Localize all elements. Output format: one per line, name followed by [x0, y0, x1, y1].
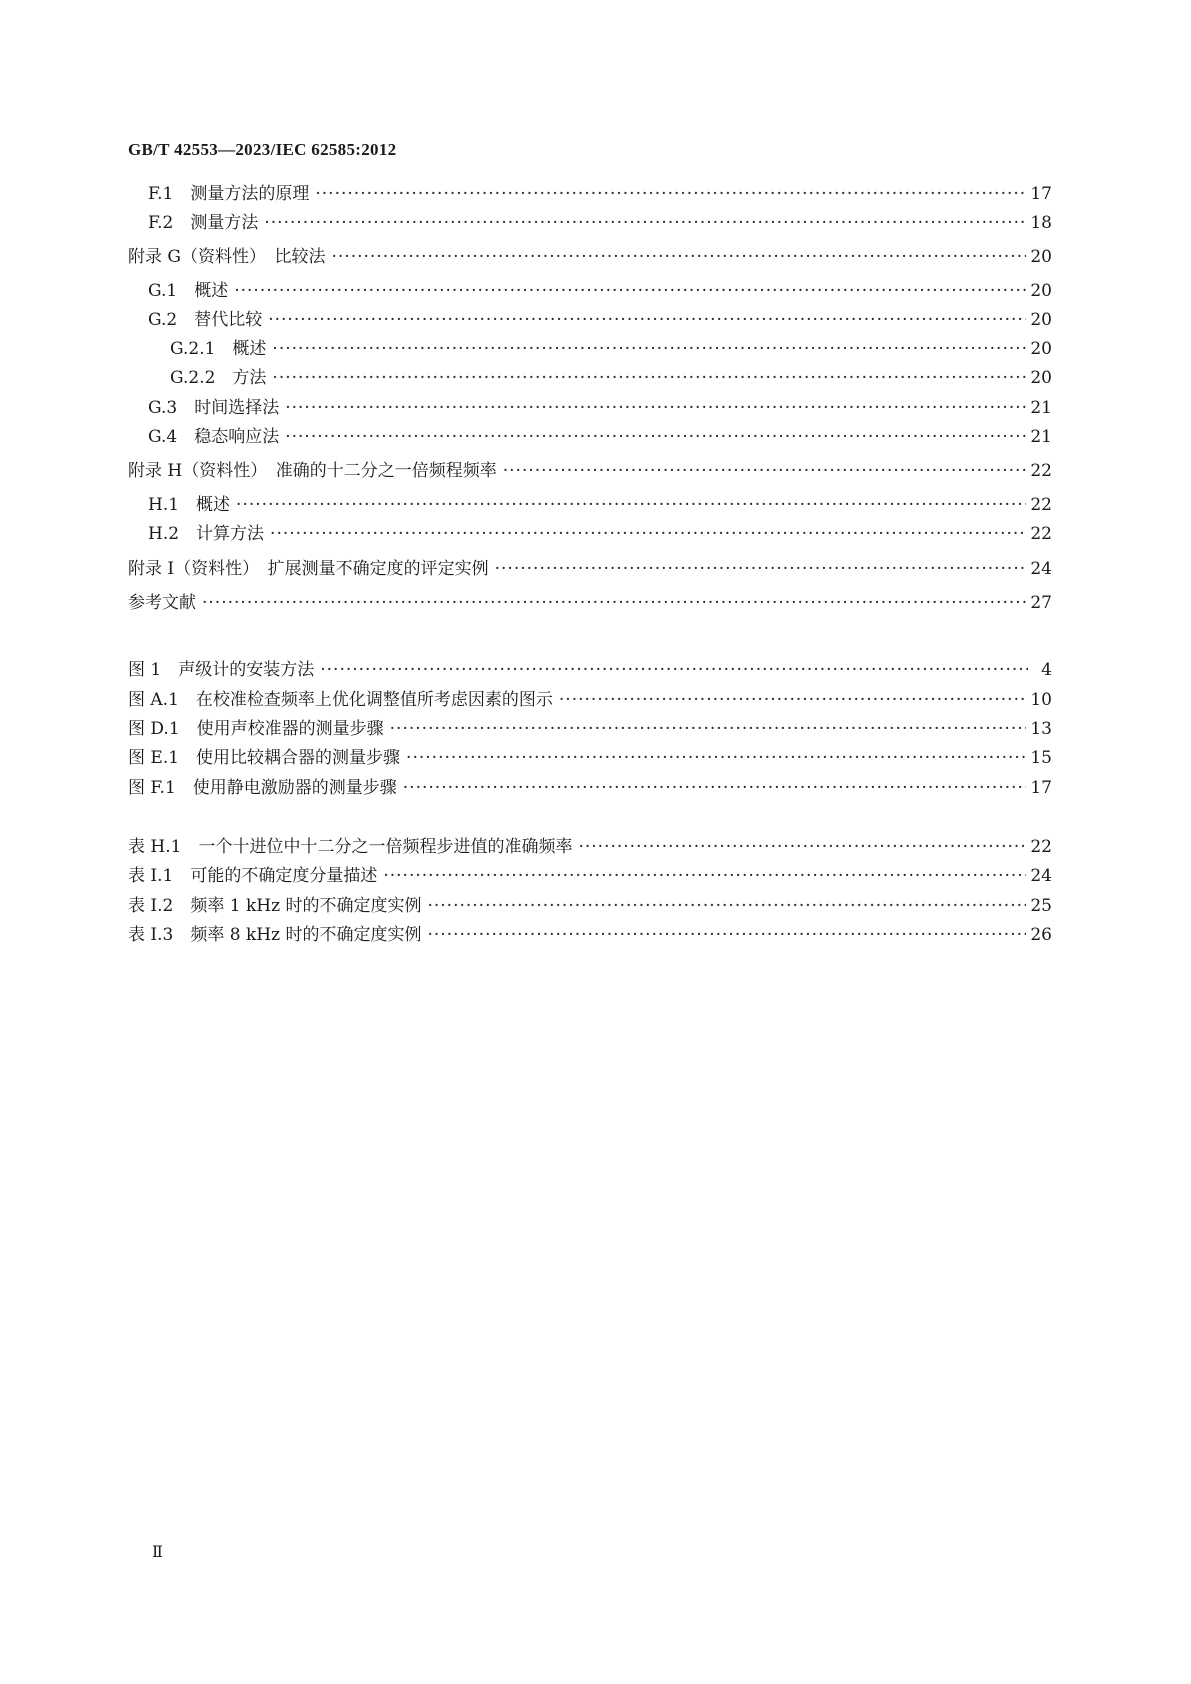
toc-entry[interactable]: [128, 521, 1052, 547]
dot-leader: [495, 556, 1027, 582]
toc-entry-label: 附录 I（资料性） 扩展测量不确定度的评定实例: [128, 559, 489, 579]
toc-entry-label: G.1 概述: [148, 281, 229, 301]
dot-leader: [264, 210, 1026, 236]
toc-entry-label: G.3 时间选择法: [148, 398, 280, 418]
dot-leader: [272, 365, 1026, 391]
toc-entry-page: 22: [1030, 495, 1052, 515]
figures-entry-label: 图 E.1 使用比较耦合器的测量步骤: [128, 748, 401, 768]
toc-entry-label: 参考文献: [128, 593, 196, 613]
toc-entry[interactable]: [128, 365, 1052, 391]
tables-entry-label: 表 I.2 频率 1 kHz 时的不确定度实例: [128, 896, 422, 916]
toc-entry[interactable]: [128, 278, 1052, 304]
toc-entry-page: 21: [1030, 398, 1052, 418]
toc-entry-label: H.2 计算方法: [148, 524, 265, 544]
dot-leader: [272, 336, 1026, 362]
dot-leader: [315, 181, 1026, 207]
toc-entry[interactable]: [128, 181, 1052, 207]
figures-entry-page: 17: [1030, 778, 1052, 798]
toc-entry[interactable]: [128, 307, 1052, 333]
dot-leader: [578, 834, 1026, 860]
figures-entry[interactable]: [128, 687, 1052, 713]
toc-entry-page: 18: [1030, 213, 1052, 233]
dot-leader: [320, 657, 1028, 683]
figures-entry-page: 4: [1041, 660, 1052, 680]
toc-entry-label: 附录 G（资料性） 比较法: [128, 247, 326, 267]
tables-entry-label: 表 H.1 一个十进位中十二分之一倍频程步进值的准确频率: [128, 837, 573, 857]
toc-entry-page: 20: [1030, 281, 1052, 301]
toc-entry[interactable]: [128, 336, 1052, 362]
dot-leader: [427, 893, 1026, 919]
dot-leader: [406, 745, 1026, 771]
dot-leader: [268, 307, 1026, 333]
figures-entry-page: 10: [1030, 690, 1052, 710]
toc-entry-label: G.2 替代比较: [148, 310, 263, 330]
dot-leader: [331, 244, 1026, 270]
toc-entry-label: G.2.1 概述: [170, 339, 267, 359]
toc-entry-page: 22: [1030, 524, 1052, 544]
toc-entry-page: 20: [1030, 339, 1052, 359]
tables-entry-label: 表 I.1 可能的不确定度分量描述: [128, 866, 378, 886]
toc-entry[interactable]: [128, 458, 1052, 484]
tables-entry-page: 22: [1030, 837, 1052, 857]
toc-entry[interactable]: [128, 210, 1052, 236]
toc-entry-label: F.1 测量方法的原理: [148, 184, 310, 204]
dot-leader: [383, 863, 1026, 889]
document-header-code: GB/T 42553—2023/IEC 62585:2012: [128, 140, 397, 159]
dot-leader: [427, 922, 1026, 948]
tables-entry[interactable]: [128, 863, 1052, 889]
figures-entry-page: 15: [1030, 748, 1052, 768]
toc-entry-page: 27: [1030, 593, 1052, 613]
tables-entry-page: 26: [1030, 925, 1052, 945]
toc-entry-label: F.2 测量方法: [148, 213, 259, 233]
dot-leader: [236, 492, 1026, 518]
tables-entry[interactable]: [128, 922, 1052, 948]
dot-leader: [270, 521, 1026, 547]
tables-entry[interactable]: [128, 834, 1052, 860]
dot-leader: [403, 775, 1027, 801]
toc-entry[interactable]: [128, 556, 1052, 582]
figures-entry[interactable]: [128, 775, 1052, 801]
toc-entry-page: 22: [1030, 461, 1052, 481]
dot-leader: [390, 716, 1027, 742]
page-number-footer: Ⅱ: [152, 1544, 163, 1561]
tables-entry[interactable]: [128, 893, 1052, 919]
dot-leader: [285, 424, 1026, 450]
figures-entry-label: 图 F.1 使用静电激励器的测量步骤: [128, 778, 397, 798]
dot-leader: [234, 278, 1026, 304]
figures-entry-page: 13: [1030, 719, 1052, 739]
toc-entry-page: 20: [1030, 310, 1052, 330]
dot-leader: [285, 395, 1026, 421]
toc-entry-page: 20: [1030, 247, 1052, 267]
tables-entry-page: 24: [1030, 866, 1052, 886]
dot-leader: [202, 590, 1026, 616]
toc-entry-page: 21: [1030, 427, 1052, 447]
figures-entry[interactable]: [128, 745, 1052, 771]
toc-entry[interactable]: [128, 395, 1052, 421]
toc-entry-label: 附录 H（资料性） 准确的十二分之一倍频程频率: [128, 461, 497, 481]
toc-entry-page: 24: [1030, 559, 1052, 579]
dot-leader: [559, 687, 1026, 713]
toc-entry-label: G.2.2 方法: [170, 368, 267, 388]
toc-entry[interactable]: [128, 492, 1052, 518]
toc-entry-label: H.1 概述: [148, 495, 231, 515]
figures-entry-label: 图 D.1 使用声校准器的测量步骤: [128, 719, 384, 739]
toc-entry-page: 17: [1030, 184, 1052, 204]
toc-entry[interactable]: [128, 590, 1052, 616]
toc-entry-page: 20: [1030, 368, 1052, 388]
toc-entry-label: G.4 稳态响应法: [148, 427, 280, 447]
toc-entry[interactable]: [128, 244, 1052, 270]
figures-entry[interactable]: [128, 716, 1052, 742]
toc-entry[interactable]: [128, 424, 1052, 450]
tables-entry-page: 25: [1030, 896, 1052, 916]
figures-entry-label: 图 1 声级计的安装方法: [128, 660, 315, 680]
tables-entry-label: 表 I.3 频率 8 kHz 时的不确定度实例: [128, 925, 422, 945]
figures-entry-label: 图 A.1 在校准检查频率上优化调整值所考虑因素的图示: [128, 690, 553, 710]
figures-entry[interactable]: [128, 657, 1052, 683]
dot-leader: [503, 458, 1027, 484]
